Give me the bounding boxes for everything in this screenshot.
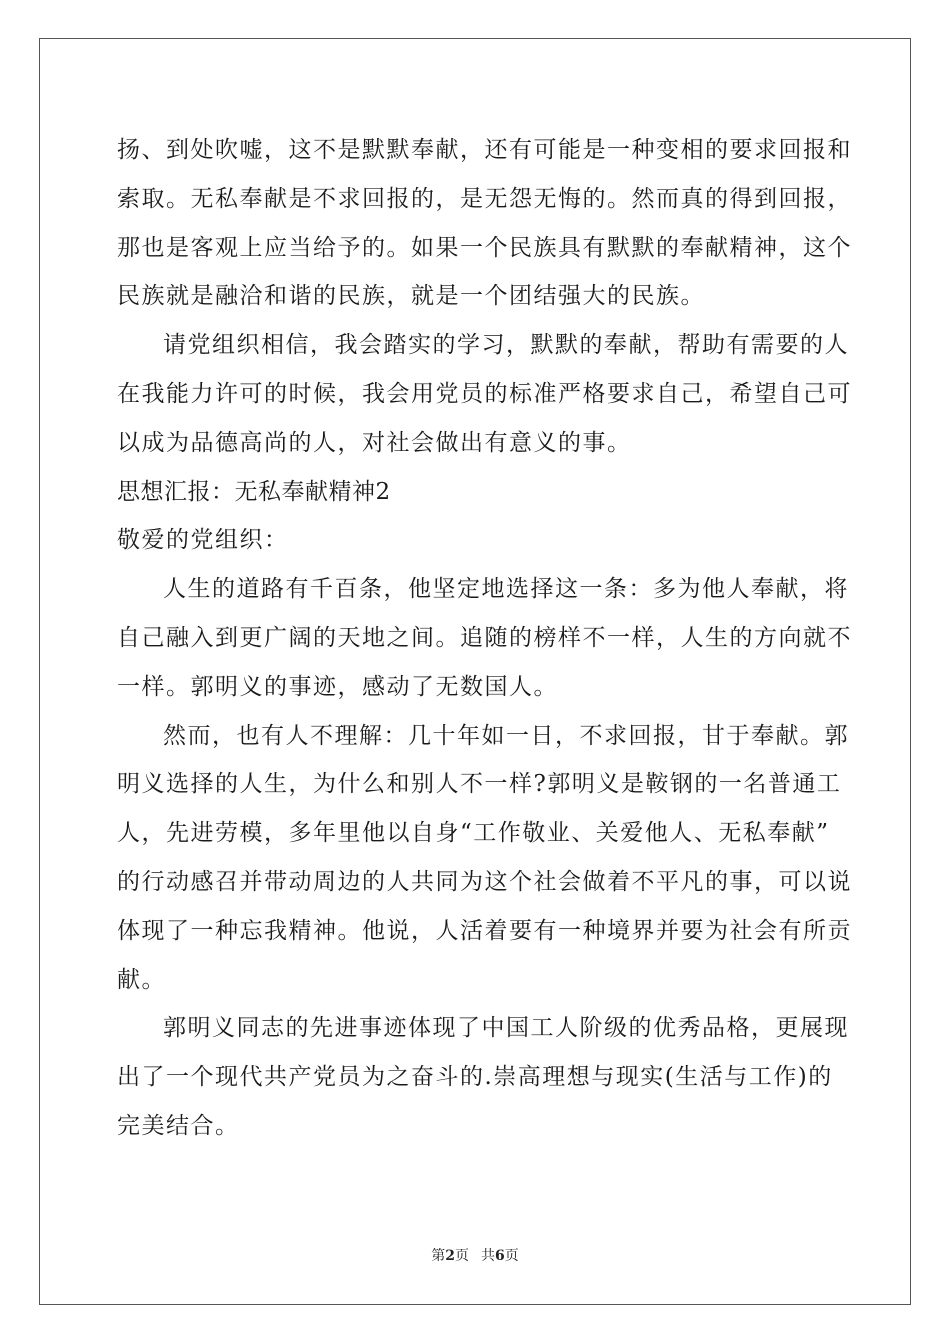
document-body (117, 126, 852, 1151)
text-line: 完美结合。 (117, 1112, 240, 1139)
text-line: 郭明义同志的先进事迹体现了中国工人阶级的优秀品格，更展现 (163, 1015, 849, 1042)
text-line: 敬爱的党组织： (117, 527, 289, 554)
total-suffix: 页 (504, 1248, 519, 1264)
total-prefix: 共 (481, 1248, 495, 1264)
text-line: 出了一个现代共产党员为之奋斗的.崇高理想与现实(生活与工作)的 (117, 1064, 833, 1091)
section-heading: 思想汇报：无私奉献精神2 (117, 478, 391, 505)
text-line: 自己融入到更广阔的天地之间。追随的榜样不一样，人生的方向就不 (117, 624, 852, 651)
text-line: 人，先进劳模，多年里他以自身“工作敬业、关爱他人、无私奉献” (117, 820, 830, 847)
text-line: 那也是客观上应当给予的。如果一个民族具有默默的奉献精神，这个 (117, 234, 852, 261)
page-footer (0, 1246, 950, 1266)
text-line: 一样。郭明义的事迹，感动了无数国人。 (117, 673, 558, 700)
text-line: 献。 (117, 966, 166, 993)
text-line: 民族就是融洽和谐的民族，就是一个团结强大的民族。 (117, 283, 705, 310)
text-line: 在我能力许可的时候，我会用党员的标准严格要求自己，希望自己可 (117, 380, 852, 407)
text-line: 然而，也有人不理解：几十年如一日，不求回报，甘于奉献。郭 (163, 722, 849, 749)
text-line: 扬、到处吹嘘，这不是默默奉献，还有可能是一种变相的要求回报和 (117, 137, 852, 163)
text-line: 请党组织相信，我会踏实的学习，默默的奉献，帮助有需要的人 (163, 332, 849, 359)
total-page-number: 6 (495, 1248, 505, 1264)
text-line: 人生的道路有千百条，他坚定地选择这一条：多为他人奉献，将 (163, 576, 849, 603)
text-line: 体现了一种忘我精神。他说，人活着要有一种境界并要为社会有所贡 (117, 917, 852, 944)
current-page-number: 2 (445, 1248, 455, 1264)
page-suffix: 页 (455, 1248, 469, 1264)
text-line: 的行动感召并带动周边的人共同为这个社会做着不平凡的事，可以说 (117, 868, 852, 895)
page-prefix: 第 (431, 1248, 446, 1264)
text-line: 索取。无私奉献是不求回报的，是无怨无悔的。然而真的得到回报， (117, 185, 852, 212)
text-line: 以成为品德高尚的人，对社会做出有意义的事。 (117, 429, 632, 456)
text-line: 明义选择的人生，为什么和别人不一样?郭明义是鞍钢的一名普通工 (117, 771, 842, 798)
